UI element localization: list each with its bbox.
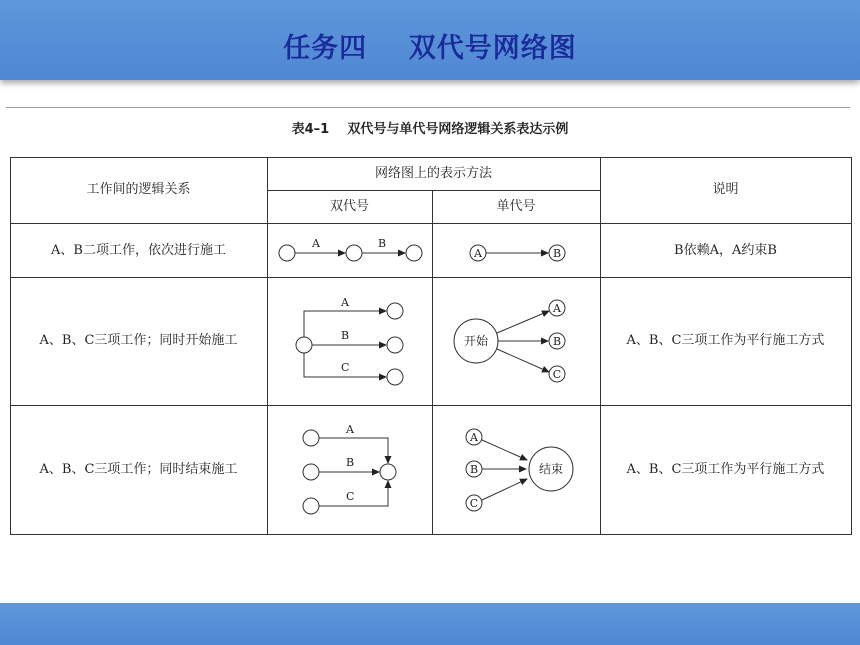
header-relation: 工作间的逻辑关系 — [86, 182, 191, 197]
row2-description: A、B、C三项工作为平行施工方式 — [626, 333, 825, 348]
row1-relation: A、B二项工作，依次进行施工 — [51, 243, 226, 258]
arrow — [482, 479, 527, 500]
arrow — [497, 311, 549, 333]
arrow — [497, 349, 549, 372]
node-circle — [387, 369, 403, 385]
slide-title: 任务四 双代号网络图 — [283, 33, 577, 64]
node-circle — [380, 464, 396, 480]
node-label-b: B — [552, 247, 562, 260]
row1-description: B依赖A，A约束B — [674, 243, 777, 258]
node-circle — [406, 245, 422, 261]
node-circle — [303, 430, 319, 446]
footer-bar — [0, 603, 860, 645]
node-label-end: 结束 — [538, 462, 564, 476]
arrow — [482, 440, 527, 460]
activity-label-c: C — [346, 490, 355, 503]
node-label-b: B — [469, 463, 479, 476]
node-label-a: A — [470, 431, 478, 444]
header-single-code: 单代号 — [496, 199, 536, 214]
node-circle — [387, 303, 403, 319]
activity-label-b: B — [346, 456, 355, 469]
node-label-c: C — [552, 368, 562, 381]
row3-description: A、B、C三项工作为平行施工方式 — [626, 462, 825, 477]
row1-single-code-diagram — [470, 245, 565, 261]
node-circle — [346, 245, 362, 261]
node-circle — [303, 498, 319, 514]
node-label-b: B — [552, 335, 562, 348]
node-label-c: C — [469, 497, 479, 510]
node-circle — [296, 337, 312, 353]
activity-label-b: B — [378, 237, 387, 250]
header-method-group: 网络图上的表示方法 — [374, 166, 492, 181]
node-label-a: A — [474, 247, 482, 260]
node-circle — [387, 337, 403, 353]
table-caption: 表4–1 双代号与单代号网络逻辑关系表达示例 — [291, 122, 569, 137]
node-label-start: 开始 — [463, 334, 489, 348]
row2-relation: A、B、C三项工作；同时开始施工 — [39, 333, 238, 348]
activity-label-c: C — [341, 361, 350, 374]
header-double-code: 双代号 — [329, 199, 369, 214]
row1-double-code-diagram — [279, 245, 422, 261]
node-circle — [279, 245, 295, 261]
row2-double-code-diagram — [296, 303, 403, 385]
node-label-a: A — [553, 302, 561, 315]
activity-label-a: A — [341, 296, 349, 309]
activity-label-a: A — [346, 423, 354, 436]
activity-label-a: A — [312, 237, 320, 250]
header-description: 说明 — [712, 182, 739, 197]
activity-label-b: B — [341, 329, 350, 342]
row3-relation: A、B、C三项工作；同时结束施工 — [39, 462, 238, 477]
node-circle — [303, 464, 319, 480]
